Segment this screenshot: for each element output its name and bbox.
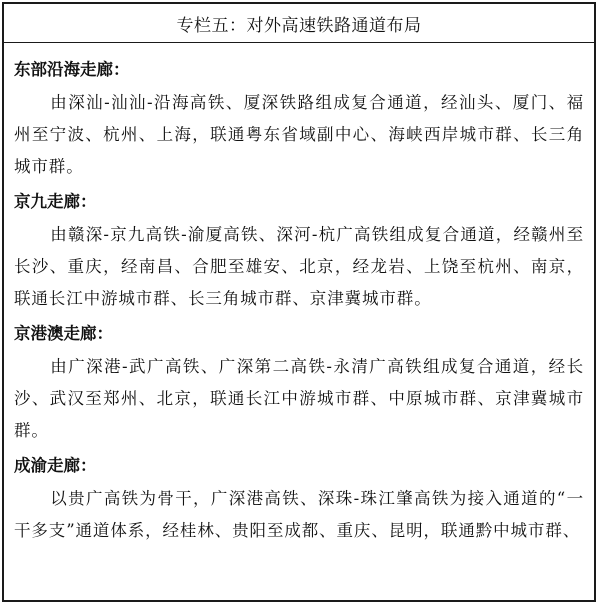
section-body-jinggangao: 由广深港-武广高铁、广深第二高铁-永清广高铁组成复合通道，经长沙、武汉至郑州、北京，联通长江中游城市群、中原城市群、京津冀城市群。 [14, 357, 584, 440]
column-box [2, 2, 596, 602]
section-heading-jingjiu: 京九走廊： [14, 192, 97, 211]
column-content [4, 43, 594, 547]
section-heading-jinggangao: 京港澳走廊： [14, 324, 113, 343]
column-title: 专栏五：对外高速铁路通道布局 [4, 4, 594, 43]
section-heading-chengyu: 成渝走廊： [14, 456, 97, 475]
section-body-jingjiu: 由赣深-京九高铁-渝厦高铁、深河-杭广高铁组成复合通道，经赣州至长沙、重庆，经南昌、合肥至雄安、北京，经龙岩、上饶至杭州、南京，联通长江中游城市群、长三角城市群、京津冀城市群。 [14, 225, 584, 308]
section-body-east-coast: 由深汕-汕汕-沿海高铁、厦深铁路组成复合通道，经汕头、厦门、福州至宁波、杭州、上海，联通粤东省域副中心、海峡西岸城市群、长三角城市群。 [14, 93, 584, 176]
section-heading-east-coast: 东部沿海走廊： [14, 60, 130, 79]
section-body-chengyu: 以贵广高铁为骨干，广深港高铁、深珠-珠江肇高铁为接入通道的“一干多支”通道体系，经桂林、贵阳至成都、重庆、昆明，联通黔中城市群、 [14, 489, 584, 540]
